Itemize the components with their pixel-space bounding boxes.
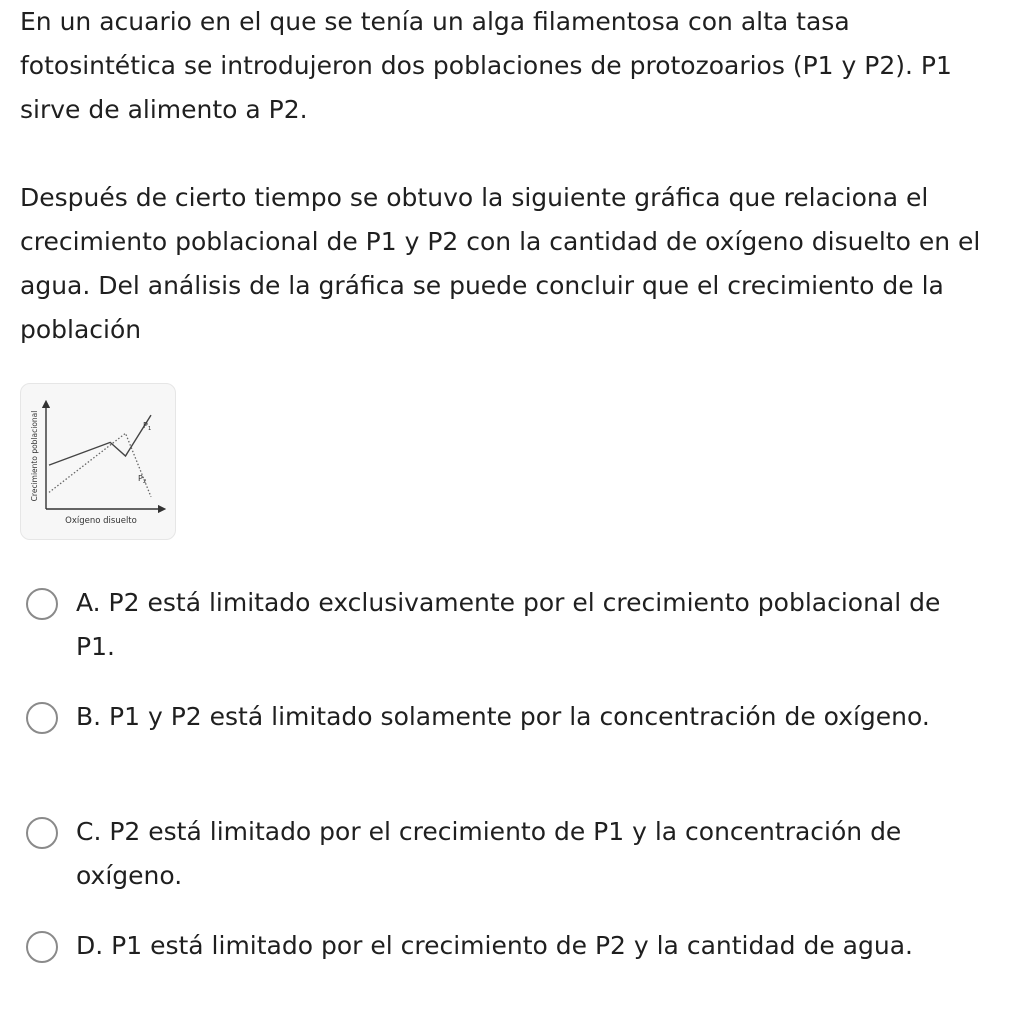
series-label-p1: $P_1$ <box>143 421 152 432</box>
series-line-p2 <box>49 433 151 497</box>
population-graph <box>21 384 176 540</box>
option-c-label: C. P2 está limitado por el crecimiento de P1 y la concentración de oxígeno. <box>76 817 902 890</box>
radio-button-a[interactable] <box>26 588 58 620</box>
option-b-label: B. P1 y P2 está limitado solamente por la concentración de oxígeno. <box>76 702 930 731</box>
question-paragraph-1: En un acuario en el que se tenía un alga filamentosa con alta tasa fotosintética se introdujeron dos poblaciones de protozoarios (P1 y P2). P1 sirve de alimento a P2. <box>20 7 952 124</box>
series-label-p2: $P_2$ <box>138 474 147 485</box>
x-axis-label: Oxígeno disuelto <box>65 516 137 526</box>
question-text <box>20 0 995 352</box>
question-paragraph-2: Después de cierto tiempo se obtuvo la siguiente gráfica que relaciona el crecimiento poblacional de P1 y P2 con la cantidad de oxígeno disuelto en el agua. Del análisis de la gráfica se puede concluir que el crecimiento de la población <box>20 183 981 344</box>
option-a-label: A. P2 está limitado exclusivamente por el crecimiento poblacional de P1. <box>76 588 941 661</box>
radio-button-b[interactable] <box>26 702 58 734</box>
y-axis-label: Crecimiento poblacional <box>30 410 39 502</box>
series-layer <box>49 415 151 497</box>
radio-button-d[interactable] <box>26 931 58 963</box>
option-d-label: D. P1 está limitado por el crecimiento de P2 y la cantidad de agua. <box>76 931 913 960</box>
graph-image[interactable] <box>20 383 176 540</box>
radio-button-c[interactable] <box>26 817 58 849</box>
